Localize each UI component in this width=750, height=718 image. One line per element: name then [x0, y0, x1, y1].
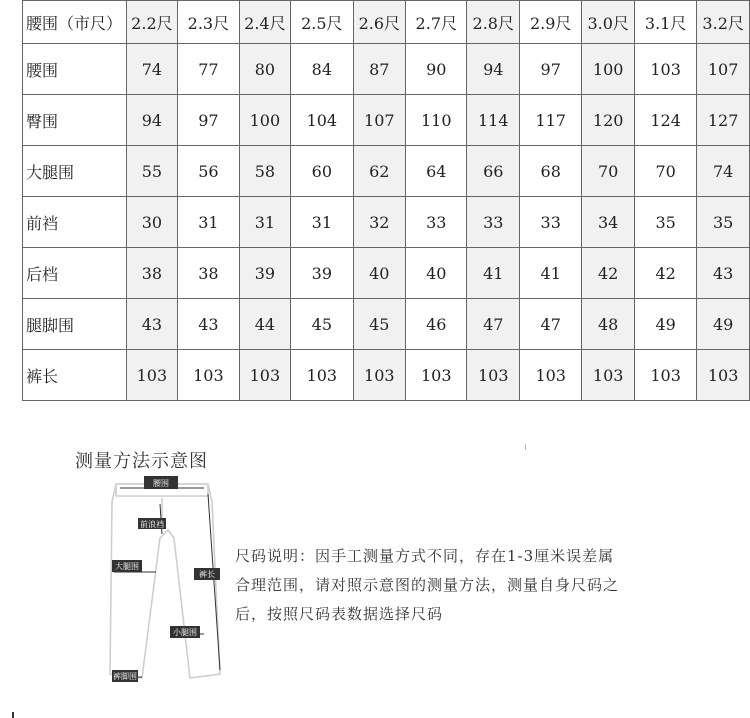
size-header-cell: 2.4尺: [239, 1, 291, 44]
table-row: [23, 248, 750, 299]
table-cell: 90: [406, 44, 467, 95]
table-cell: 43: [697, 248, 750, 299]
table-cell: 49: [697, 299, 750, 350]
table-row: [23, 44, 750, 95]
table-cell: 40: [353, 248, 406, 299]
row-label: 前裆: [23, 197, 127, 248]
table-cell: 84: [291, 44, 353, 95]
front-rise-label: 前浪裆: [140, 520, 164, 529]
table-cell: 32: [353, 197, 406, 248]
size-table: [22, 0, 750, 401]
corner-tick-mark: [12, 712, 14, 718]
table-cell: 103: [178, 350, 239, 401]
table-cell: 94: [467, 44, 520, 95]
size-header-cell: 2.7尺: [406, 1, 467, 44]
table-cell: 39: [291, 248, 353, 299]
table-cell: 74: [697, 146, 750, 197]
table-cell: 47: [520, 299, 582, 350]
table-cell: 31: [291, 197, 353, 248]
table-cell: 117: [520, 95, 582, 146]
table-cell: 45: [353, 299, 406, 350]
table-cell: 56: [178, 146, 239, 197]
table-cell: 60: [291, 146, 353, 197]
table-cell: 103: [520, 350, 582, 401]
table-cell: 104: [291, 95, 353, 146]
table-cell: 49: [634, 299, 696, 350]
table-cell: 103: [239, 350, 291, 401]
size-header-cell: 2.9尺: [520, 1, 582, 44]
table-cell: 103: [406, 350, 467, 401]
table-cell: 110: [406, 95, 467, 146]
size-header-cell: 2.6尺: [353, 1, 406, 44]
table-row: [23, 350, 750, 401]
length-label: 裤长: [199, 570, 215, 579]
table-cell: 46: [406, 299, 467, 350]
table-cell: 74: [126, 44, 178, 95]
table-cell: 31: [178, 197, 239, 248]
table-cell: 103: [467, 350, 520, 401]
table-cell: 68: [520, 146, 582, 197]
size-header-cell: 2.2尺: [126, 1, 178, 44]
table-cell: 43: [126, 299, 178, 350]
calf-label: 小腿围: [173, 628, 197, 637]
size-note-line-1: 尺码说明：因手工测量方式不同，存在1-3厘米误差属: [235, 547, 615, 565]
table-cell: 42: [582, 248, 635, 299]
table-cell: 66: [467, 146, 520, 197]
table-cell: 39: [239, 248, 291, 299]
table-cell: 33: [406, 197, 467, 248]
table-cell: 103: [634, 44, 696, 95]
size-header-cell: 2.5尺: [291, 1, 353, 44]
table-cell: 103: [634, 350, 696, 401]
table-cell: 55: [126, 146, 178, 197]
table-cell: 41: [467, 248, 520, 299]
size-header-cell: 3.0尺: [582, 1, 635, 44]
table-cell: 97: [520, 44, 582, 95]
size-header-row: [23, 1, 750, 44]
row-label: 臀围: [23, 95, 127, 146]
table-cell: 34: [582, 197, 635, 248]
table-cell: 45: [291, 299, 353, 350]
table-row: [23, 197, 750, 248]
size-header-cell: 3.2尺: [697, 1, 750, 44]
table-cell: 107: [697, 44, 750, 95]
table-cell: 31: [239, 197, 291, 248]
thigh-label: 大腿围: [115, 562, 139, 571]
size-note: [235, 542, 675, 629]
row-label: 后档: [23, 248, 127, 299]
table-cell: 114: [467, 95, 520, 146]
table-cell: 100: [239, 95, 291, 146]
table-cell: 38: [178, 248, 239, 299]
table-cell: 33: [520, 197, 582, 248]
table-cell: 47: [467, 299, 520, 350]
table-cell: 35: [634, 197, 696, 248]
size-note-line-3: 后，按照尺码表数据选择尺码: [235, 605, 444, 623]
size-header-cell: 2.8尺: [467, 1, 520, 44]
diagram-title: 测量方法示意图: [75, 451, 208, 472]
header-label: 腰围（市尺）: [23, 1, 127, 44]
table-cell: 80: [239, 44, 291, 95]
table-cell: 48: [582, 299, 635, 350]
table-cell: 58: [239, 146, 291, 197]
table-cell: 100: [582, 44, 635, 95]
table-cell: 42: [634, 248, 696, 299]
table-cell: 94: [126, 95, 178, 146]
hem-label: 裤脚围: [113, 672, 137, 681]
stray-tick-mark: [525, 444, 526, 450]
table-cell: 103: [126, 350, 178, 401]
table-cell: 103: [697, 350, 750, 401]
table-cell: 103: [582, 350, 635, 401]
table-cell: 127: [697, 95, 750, 146]
table-cell: 97: [178, 95, 239, 146]
pants-measurement-diagram: [98, 474, 230, 692]
size-header-cell: 3.1尺: [634, 1, 696, 44]
table-row: [23, 299, 750, 350]
row-label: 腿脚围: [23, 299, 127, 350]
table-cell: 103: [353, 350, 406, 401]
size-header-cell: 2.3尺: [178, 1, 239, 44]
table-cell: 70: [634, 146, 696, 197]
table-cell: 120: [582, 95, 635, 146]
table-cell: 40: [406, 248, 467, 299]
size-note-line-2: 合理范围，请对照示意图的测量方法，测量自身尺码之: [235, 576, 620, 594]
row-label: 腰围: [23, 44, 127, 95]
table-cell: 44: [239, 299, 291, 350]
table-cell: 33: [467, 197, 520, 248]
table-cell: 87: [353, 44, 406, 95]
table-cell: 43: [178, 299, 239, 350]
table-cell: 77: [178, 44, 239, 95]
table-cell: 103: [291, 350, 353, 401]
row-label: 大腿围: [23, 146, 127, 197]
table-row: [23, 146, 750, 197]
table-row: [23, 95, 750, 146]
waist-label: 腰围: [153, 479, 169, 488]
table-cell: 35: [697, 197, 750, 248]
table-cell: 41: [520, 248, 582, 299]
row-label: 裤长: [23, 350, 127, 401]
pants-outline: [110, 484, 220, 678]
table-cell: 64: [406, 146, 467, 197]
table-cell: 30: [126, 197, 178, 248]
table-cell: 38: [126, 248, 178, 299]
table-cell: 124: [634, 95, 696, 146]
table-cell: 107: [353, 95, 406, 146]
table-cell: 62: [353, 146, 406, 197]
table-cell: 70: [582, 146, 635, 197]
